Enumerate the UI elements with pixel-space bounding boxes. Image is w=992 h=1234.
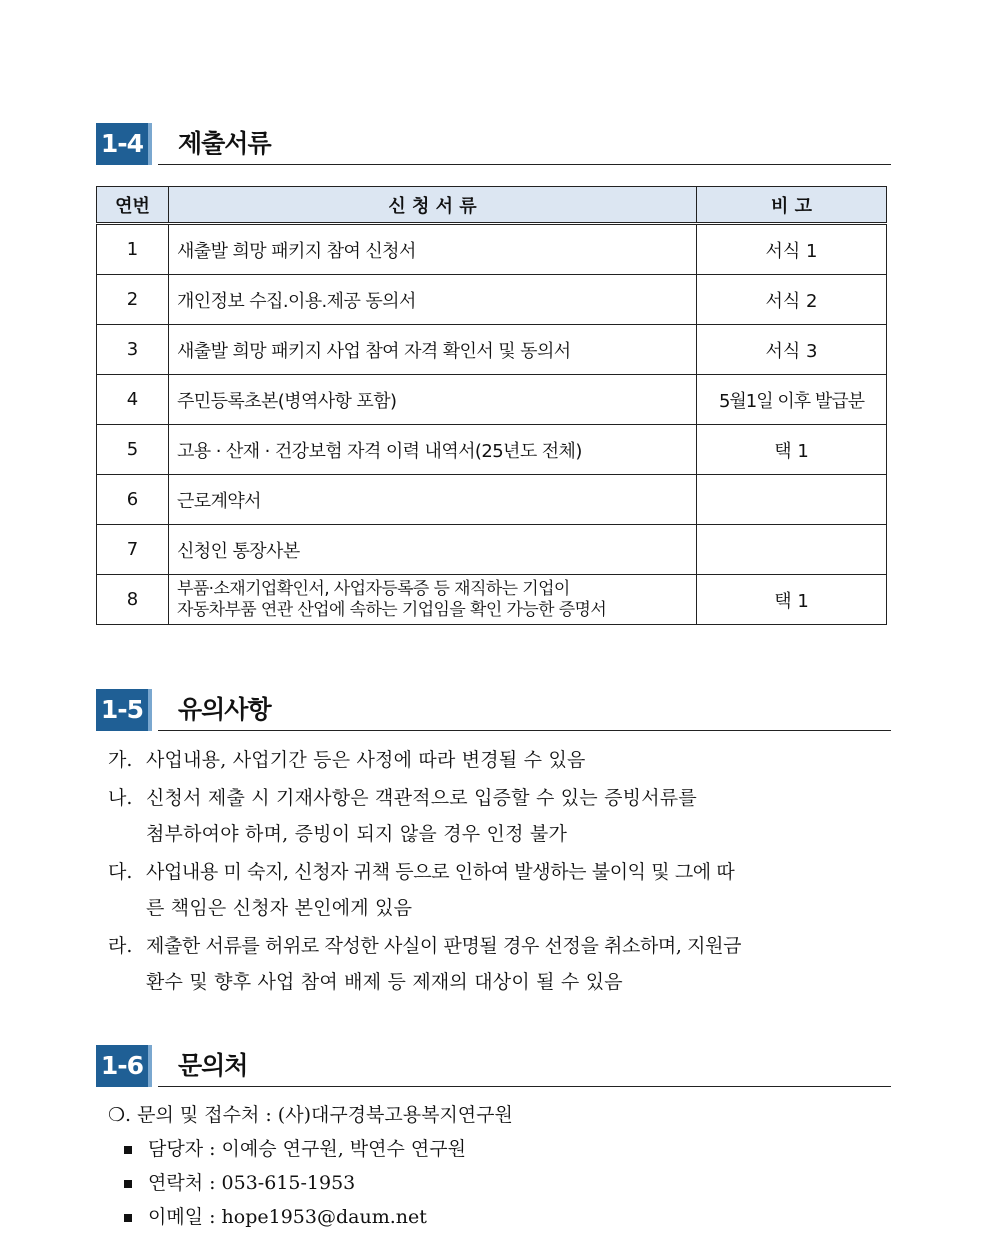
section-title: 유의사항 xyxy=(178,695,271,724)
section-number: 1-5 xyxy=(96,689,148,731)
row-document: 고용 · 산재 · 건강보험 자격 이력 내역서(25년도 전체) xyxy=(169,425,697,475)
note-line: 신청서 제출 시 기재사항은 객관적으로 입증할 수 있는 증빙서류를 xyxy=(146,787,697,809)
table-row xyxy=(97,325,887,375)
row-document xyxy=(169,575,697,625)
row-no: 3 xyxy=(97,325,169,375)
list-item xyxy=(108,1132,898,1166)
row-note: 택 1 xyxy=(697,425,887,475)
documents-table xyxy=(96,186,887,625)
contact-info xyxy=(108,1098,898,1234)
header-no: 연번 xyxy=(97,187,169,224)
note-line: 제출한 서류를 허위로 작성한 사실이 판명될 경우 선정을 취소하며, 지원금 xyxy=(146,935,742,957)
list-item xyxy=(108,928,903,1000)
row-no: 5 xyxy=(97,425,169,475)
section-number: 1-4 xyxy=(96,123,148,165)
header-note: 비 고 xyxy=(697,187,887,224)
row-note: 서식 3 xyxy=(697,325,887,375)
section-underline xyxy=(158,1086,891,1087)
row-no: 2 xyxy=(97,275,169,325)
section-heading-1-4 xyxy=(96,123,891,165)
note-marker: 가. xyxy=(108,749,133,771)
row-no: 7 xyxy=(97,525,169,575)
table-row xyxy=(97,375,887,425)
row-document-line: 부품·소재기업확인서, 사업자등록증 등 재직하는 기업이 xyxy=(177,578,570,599)
list-item xyxy=(108,742,903,778)
table-header-row xyxy=(97,187,887,224)
note-marker: 다. xyxy=(108,861,133,883)
table-row xyxy=(97,525,887,575)
square-bullet-icon xyxy=(124,1214,132,1222)
list-item xyxy=(108,1166,898,1200)
notes-list xyxy=(108,742,903,1000)
note-line: 사업내용 미 숙지, 신청자 귀책 등으로 인하여 발생하는 불이익 및 그에 따 xyxy=(146,861,735,883)
row-document: 새출발 희망 패키지 사업 참여 자격 확인서 및 동의서 xyxy=(169,325,697,375)
section-title: 제출서류 xyxy=(178,129,271,158)
row-no: 6 xyxy=(97,475,169,525)
contact-main: ❍. 문의 및 접수처 : (사)대구경북고용복지연구원 xyxy=(108,1104,513,1126)
list-item xyxy=(108,780,903,852)
contact-phone: 연락처 : 053-615-1953 xyxy=(148,1172,356,1194)
header-document: 신 청 서 류 xyxy=(169,187,697,224)
row-note: 택 1 xyxy=(697,575,887,625)
row-document: 근로계약서 xyxy=(169,475,697,525)
section-heading-1-5 xyxy=(96,689,891,731)
note-line: 첨부하여야 하며, 증빙이 되지 않을 경우 인정 불가 xyxy=(146,823,567,845)
table-row xyxy=(97,275,887,325)
section-number: 1-6 xyxy=(96,1045,148,1087)
section-underline xyxy=(158,164,891,165)
note-marker: 라. xyxy=(108,935,133,957)
row-no: 4 xyxy=(97,375,169,425)
contact-person: 담당자 : 이예승 연구원, 박연수 연구원 xyxy=(148,1138,466,1160)
row-note: 서식 1 xyxy=(697,224,887,275)
row-note xyxy=(697,525,887,575)
row-note xyxy=(697,475,887,525)
section-heading-1-6 xyxy=(96,1045,891,1087)
square-bullet-icon xyxy=(124,1146,132,1154)
section-underline xyxy=(158,730,891,731)
section-title: 문의처 xyxy=(178,1051,248,1080)
note-line: 른 책임은 신청자 본인에게 있음 xyxy=(146,897,413,919)
list-item xyxy=(108,1200,898,1234)
row-document: 주민등록초본(병역사항 포함) xyxy=(169,375,697,425)
square-bullet-icon xyxy=(124,1180,132,1188)
table-row xyxy=(97,224,887,275)
note-line: 사업내용, 사업기간 등은 사정에 따라 변경될 수 있음 xyxy=(146,749,586,771)
row-document: 개인정보 수집.이용.제공 동의서 xyxy=(169,275,697,325)
row-document: 새출발 희망 패키지 참여 신청서 xyxy=(169,224,697,275)
table-row xyxy=(97,425,887,475)
row-document-line: 자동차부품 연관 산업에 속하는 기업임을 확인 가능한 증명서 xyxy=(177,599,607,620)
row-note: 5월1일 이후 발급분 xyxy=(697,375,887,425)
list-item xyxy=(108,854,903,926)
row-note: 서식 2 xyxy=(697,275,887,325)
contact-email: 이메일 : hope1953@daum.net xyxy=(148,1206,427,1228)
row-document: 신청인 통장사본 xyxy=(169,525,697,575)
note-line: 환수 및 향후 사업 참여 배제 등 제재의 대상이 될 수 있음 xyxy=(146,971,623,993)
note-marker: 나. xyxy=(108,787,133,809)
table-row xyxy=(97,575,887,625)
row-no: 8 xyxy=(97,575,169,625)
row-no: 1 xyxy=(97,224,169,275)
table-row xyxy=(97,475,887,525)
